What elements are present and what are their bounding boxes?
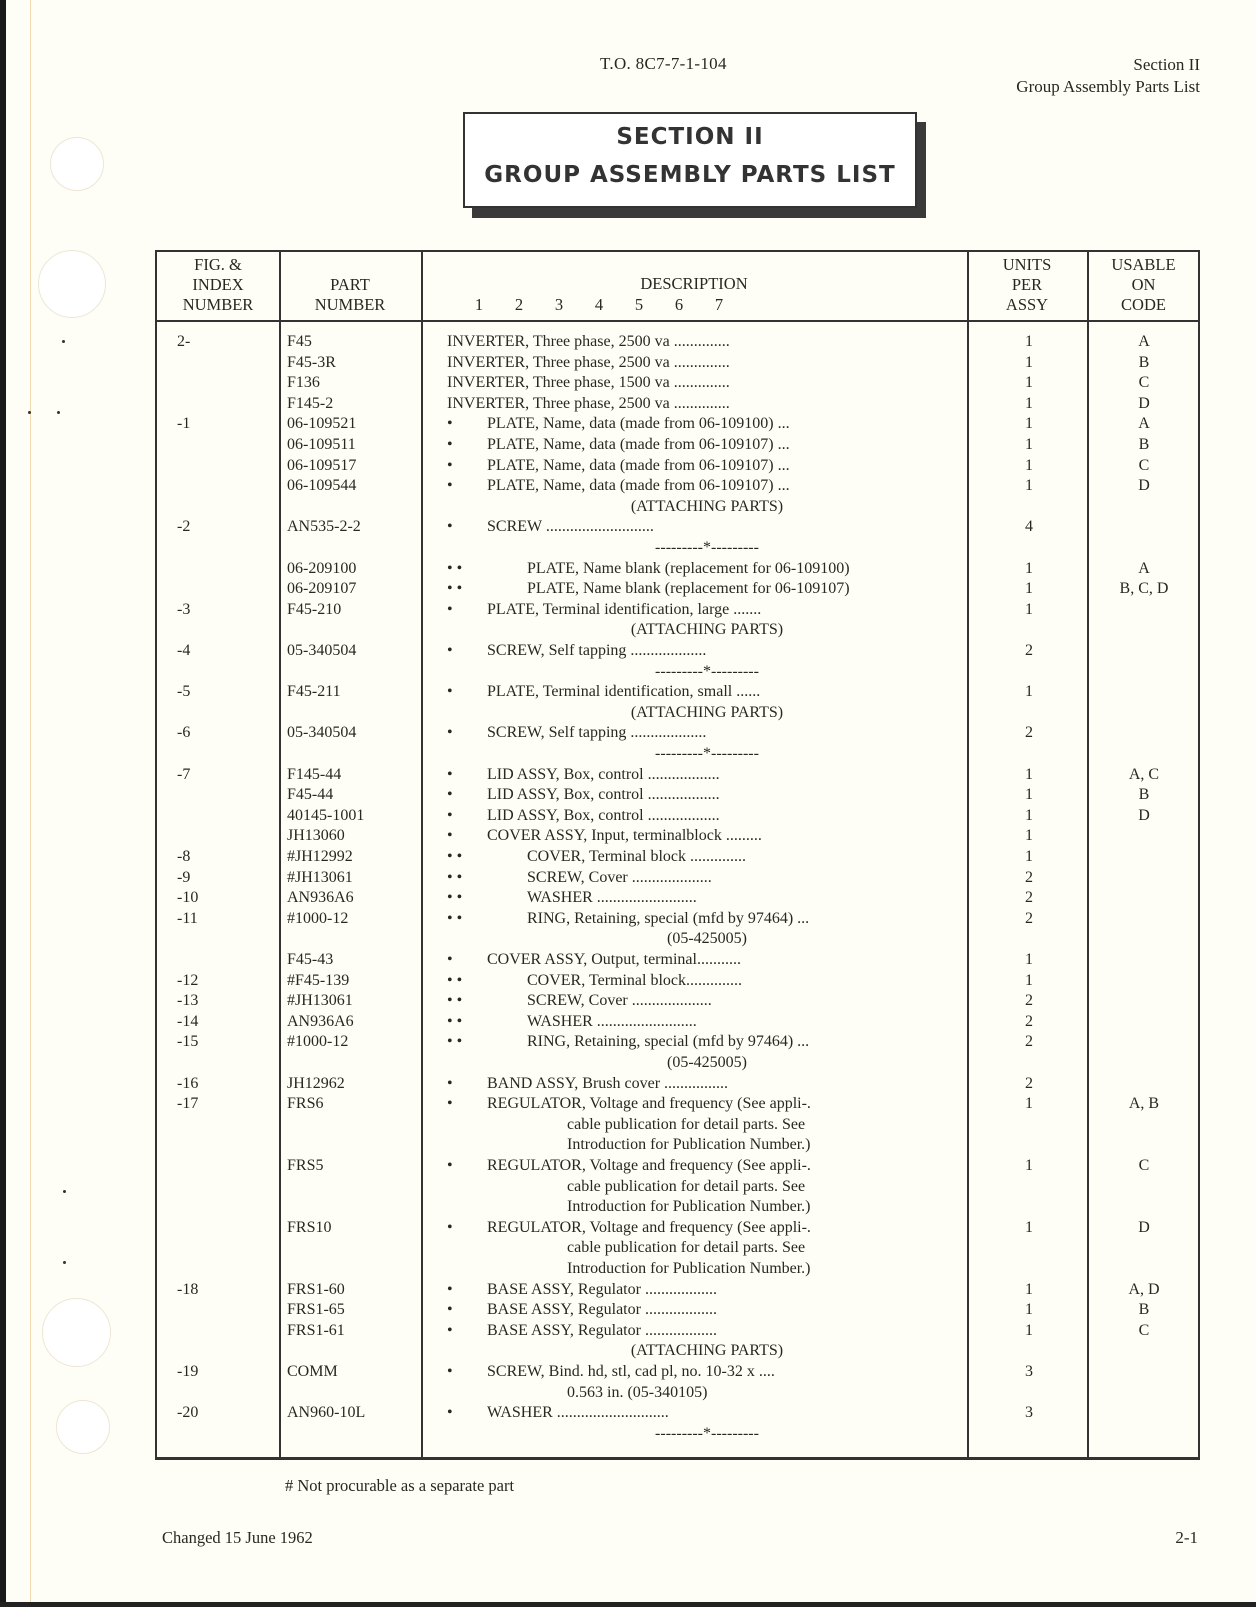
part-number: #1000-12 xyxy=(287,1033,349,1051)
indent-dot-icon: • xyxy=(447,477,453,495)
description-text: BASE ASSY, Regulator .................. xyxy=(487,1301,717,1319)
indent-dot-icon: • • xyxy=(447,971,463,989)
table-row xyxy=(157,538,1202,559)
usable-on-code: D xyxy=(1138,806,1150,824)
table-row xyxy=(157,620,1202,641)
table-row xyxy=(157,1135,1202,1156)
usable-on-code: D xyxy=(1138,477,1150,495)
indent-dot-icon: • xyxy=(447,827,453,845)
index-number: -4 xyxy=(177,642,191,659)
units-per-assy: 1 xyxy=(1025,477,1033,495)
usable-on-code: B, C, D xyxy=(1119,580,1169,598)
indent-dot-icon: • xyxy=(447,518,453,536)
part-number: JH12962 xyxy=(287,1074,345,1092)
usable-on-code: A xyxy=(1138,333,1150,350)
table-row xyxy=(157,1280,1202,1301)
description-text: cable publication for detail parts. See xyxy=(567,1177,806,1195)
parts-table xyxy=(155,250,1200,1460)
table-row xyxy=(157,373,1202,394)
description-text: BAND ASSY, Brush cover ................ xyxy=(487,1074,729,1092)
index-number: -15 xyxy=(177,1033,199,1051)
index-number: -19 xyxy=(177,1363,199,1380)
indent-level-scale: 1 2 3 4 5 6 7 xyxy=(474,295,724,314)
description-text: SCREW, Bind. hd, stl, cad pl, no. 10-32 x .... xyxy=(487,1363,775,1380)
units-per-assy: 1 xyxy=(1025,951,1033,968)
usable-on-code: D xyxy=(1138,1218,1150,1236)
index-number: -2 xyxy=(177,518,191,536)
units-per-assy: 2 xyxy=(1025,889,1033,907)
part-number: #JH12992 xyxy=(287,848,353,865)
part-number: 05-340504 xyxy=(287,642,357,659)
indent-dot-icon: • xyxy=(447,724,453,742)
description-text: COVER ASSY, Input, terminalblock ......... xyxy=(487,827,762,845)
part-number: F145-44 xyxy=(287,765,342,783)
description-text: RING, Retaining, special (mfd by 97464) ... xyxy=(527,909,810,927)
description-note: ---------*--------- xyxy=(655,1424,759,1442)
table-row xyxy=(157,1341,1202,1362)
punch-hole xyxy=(42,1298,111,1367)
indent-dot-icon: • xyxy=(447,456,453,474)
description-text: COVER ASSY, Output, terminal........... xyxy=(487,951,741,968)
speck xyxy=(62,340,65,343)
part-number: FRS5 xyxy=(287,1157,324,1174)
speck xyxy=(63,1190,66,1193)
scan-edge xyxy=(0,0,6,1607)
table-row xyxy=(157,1177,1202,1198)
description-text: PLATE, Name, data (made from 06-109100) ... xyxy=(487,415,790,433)
part-number: AN960-10L xyxy=(287,1404,366,1422)
indent-dot-icon: • • xyxy=(447,909,463,927)
table-row xyxy=(157,826,1202,847)
indent-dot-icon: • • xyxy=(447,889,463,907)
part-number: FRS6 xyxy=(287,1095,324,1113)
usable-on-code: B xyxy=(1138,353,1150,371)
table-row xyxy=(157,991,1202,1012)
units-per-assy: 1 xyxy=(1025,580,1033,598)
indent-dot-icon: • xyxy=(447,415,453,433)
indent-dot-icon: • • xyxy=(447,992,463,1010)
table-row xyxy=(157,662,1202,683)
units-per-assy: 1 xyxy=(1025,1280,1033,1298)
units-per-assy: 1 xyxy=(1025,333,1033,350)
units-per-assy: 1 xyxy=(1025,806,1033,824)
table-row xyxy=(157,806,1202,827)
section-subheading: GROUP ASSEMBLY PARTS LIST xyxy=(484,162,896,188)
description-text: REGULATOR, Voltage and frequency (See appli-. xyxy=(487,1218,811,1236)
description-note: ---------*--------- xyxy=(655,662,759,680)
description-text: REGULATOR, Voltage and frequency (See appli-. xyxy=(487,1157,811,1174)
indent-dot-icon: • xyxy=(447,806,453,824)
description-text: LID ASSY, Box, control .................. xyxy=(487,806,720,824)
index-number: 2- xyxy=(177,333,191,350)
section-title-box xyxy=(463,112,917,208)
table-row xyxy=(157,1032,1202,1053)
part-number: F45-44 xyxy=(287,786,334,804)
part-number: F45-211 xyxy=(287,683,341,701)
description-text: INVERTER, Three phase, 2500 va .............. xyxy=(447,353,730,371)
description-text: Introduction for Publication Number.) xyxy=(567,1260,811,1277)
section-heading: SECTION II xyxy=(616,124,764,150)
description-text: Introduction for Publication Number.) xyxy=(567,1136,811,1154)
index-number: -9 xyxy=(177,868,191,886)
header-part-number: PART NUMBER xyxy=(314,275,386,314)
units-per-assy: 1 xyxy=(1025,436,1033,453)
description-text: RING, Retaining, special (mfd by 97464) ... xyxy=(527,1033,810,1051)
usable-on-code: C xyxy=(1138,1321,1150,1339)
table-row xyxy=(157,600,1202,621)
part-number: F145-2 xyxy=(287,394,334,412)
part-number: F45-3R xyxy=(287,353,336,371)
table-row xyxy=(157,641,1202,662)
table-row xyxy=(157,847,1202,868)
table-row xyxy=(157,435,1202,456)
description-text: BASE ASSY, Regulator .................. xyxy=(487,1321,717,1339)
part-number: #F45-139 xyxy=(287,971,350,989)
description-text: PLATE, Name, data (made from 06-109107) ... xyxy=(487,456,790,474)
part-number: 06-109544 xyxy=(287,477,357,495)
units-per-assy: 1 xyxy=(1025,827,1033,845)
usable-on-code: A, C xyxy=(1128,765,1160,783)
units-per-assy: 4 xyxy=(1025,518,1033,536)
part-number: F45 xyxy=(287,333,312,350)
units-per-assy: 3 xyxy=(1025,1404,1033,1422)
part-number: 40145-1001 xyxy=(287,806,365,824)
part-number: FRS1-65 xyxy=(287,1301,345,1319)
description-text: LID ASSY, Box, control .................. xyxy=(487,765,720,783)
description-text: 0.563 in. (05-340105) xyxy=(567,1383,708,1401)
table-row xyxy=(157,353,1202,374)
units-per-assy: 2 xyxy=(1025,642,1033,659)
part-number: F45-43 xyxy=(287,951,334,968)
index-number: -3 xyxy=(177,600,191,618)
index-number: -8 xyxy=(177,848,191,865)
usable-on-code: C xyxy=(1138,1157,1150,1174)
part-number: AN936A6 xyxy=(287,1012,354,1030)
indent-dot-icon: • xyxy=(447,765,453,783)
part-number: 06-209107 xyxy=(287,580,357,598)
indent-dot-icon: • • xyxy=(447,1033,463,1051)
units-per-assy: 1 xyxy=(1025,1321,1033,1339)
units-per-assy: 2 xyxy=(1025,724,1033,742)
part-number: 06-209100 xyxy=(287,559,357,577)
technical-order-number: T.O. 8C7-7-1-104 xyxy=(600,54,727,73)
units-per-assy: 1 xyxy=(1025,683,1033,701)
index-number: -6 xyxy=(177,724,191,742)
index-number: -1 xyxy=(177,415,191,433)
description-text: PLATE, Name blank (replacement for 06-109100) xyxy=(527,559,850,577)
indent-dot-icon: • xyxy=(447,642,453,659)
description-text: SCREW, Cover .................... xyxy=(527,868,712,886)
table-row xyxy=(157,888,1202,909)
margin-line xyxy=(30,0,31,1607)
table-row xyxy=(157,1321,1202,1342)
description-note: (ATTACHING PARTS) xyxy=(630,621,784,639)
table-row xyxy=(157,1156,1202,1177)
indent-dot-icon: • xyxy=(447,1157,453,1174)
table-row xyxy=(157,1012,1202,1033)
table-row xyxy=(157,1300,1202,1321)
table-row xyxy=(157,950,1202,971)
table-row xyxy=(157,1053,1202,1074)
indent-dot-icon: • xyxy=(447,786,453,804)
table-row xyxy=(157,1197,1202,1218)
description-text: PLATE, Terminal identification, small ...... xyxy=(487,683,761,701)
usable-on-code: A, B xyxy=(1128,1095,1160,1113)
table-row xyxy=(157,1218,1202,1239)
usable-on-code: C xyxy=(1138,374,1150,392)
header-usable-on-code: USABLE ON CODE xyxy=(1111,255,1176,314)
indent-dot-icon: • xyxy=(447,600,453,618)
units-per-assy: 3 xyxy=(1025,1363,1033,1380)
description-text: cable publication for detail parts. See xyxy=(567,1115,806,1133)
part-number: 05-340504 xyxy=(287,724,357,742)
description-text: INVERTER, Three phase, 1500 va .............. xyxy=(447,374,730,392)
index-number: -20 xyxy=(177,1404,199,1422)
table-row xyxy=(157,476,1202,497)
index-number: -11 xyxy=(177,909,198,927)
table-row xyxy=(157,1094,1202,1115)
table-row xyxy=(157,868,1202,889)
table-row xyxy=(157,1238,1202,1259)
indent-dot-icon: • xyxy=(447,1218,453,1236)
units-per-assy: 1 xyxy=(1025,394,1033,412)
description-text: PLATE, Name, data (made from 06-109107) ... xyxy=(487,477,790,495)
units-per-assy: 2 xyxy=(1025,1033,1033,1051)
punch-hole xyxy=(50,137,104,191)
description-text: REGULATOR, Voltage and frequency (See appli-. xyxy=(487,1095,811,1113)
table-row xyxy=(157,1383,1202,1404)
index-number: -5 xyxy=(177,683,191,701)
units-per-assy: 1 xyxy=(1025,353,1033,371)
description-text: INVERTER, Three phase, 2500 va .............. xyxy=(447,333,730,350)
section-label: Section II xyxy=(1133,55,1200,74)
part-number: JH13060 xyxy=(287,827,345,845)
units-per-assy: 2 xyxy=(1025,868,1033,886)
indent-dot-icon: • xyxy=(447,1301,453,1319)
description-note: (ATTACHING PARTS) xyxy=(630,497,784,515)
description-text: SCREW, Cover .................... xyxy=(527,992,712,1010)
usable-on-code: A xyxy=(1138,559,1150,577)
indent-dot-icon: • • xyxy=(447,559,463,577)
scan-edge-bottom xyxy=(0,1602,1256,1607)
table-row xyxy=(157,394,1202,415)
header-units-per-assy: UNITS PER ASSY xyxy=(1002,255,1052,314)
description-text: PLATE, Name blank (replacement for 06-109107) xyxy=(527,580,850,598)
part-number: 06-109511 xyxy=(287,436,356,453)
index-number: -16 xyxy=(177,1074,199,1092)
units-per-assy: 2 xyxy=(1025,909,1033,927)
part-number: FRS10 xyxy=(287,1218,332,1236)
description-note: (ATTACHING PARTS) xyxy=(630,1342,784,1360)
usable-on-code: A, D xyxy=(1128,1280,1160,1298)
description-text: PLATE, Name, data (made from 06-109107) ... xyxy=(487,436,790,453)
indent-dot-icon: • • xyxy=(447,580,463,598)
indent-dot-icon: • xyxy=(447,1095,453,1113)
usable-on-code: B xyxy=(1138,1301,1150,1319)
indent-dot-icon: • xyxy=(447,1404,453,1422)
units-per-assy: 1 xyxy=(1025,415,1033,433)
description-text: WASHER ......................... xyxy=(527,1012,697,1030)
units-per-assy: 1 xyxy=(1025,848,1033,865)
description-note: ---------*--------- xyxy=(655,539,759,556)
part-number: COMM xyxy=(287,1363,338,1380)
usable-on-code: B xyxy=(1138,436,1150,453)
table-row xyxy=(157,1115,1202,1136)
table-row xyxy=(157,497,1202,518)
description-text: INVERTER, Three phase, 2500 va .............. xyxy=(447,394,730,412)
description-text: SCREW, Self tapping ................... xyxy=(487,642,707,659)
index-number: -18 xyxy=(177,1280,199,1298)
indent-dot-icon: • xyxy=(447,951,453,968)
table-row xyxy=(157,703,1202,724)
units-per-assy: 1 xyxy=(1025,765,1033,783)
footnote: # Not procurable as a separate part xyxy=(285,1476,515,1495)
table-row xyxy=(157,744,1202,765)
description-note: ---------*--------- xyxy=(655,745,759,762)
speck xyxy=(57,411,60,414)
table-row xyxy=(157,765,1202,786)
speck xyxy=(63,1261,66,1264)
part-number: F136 xyxy=(287,374,320,392)
running-header xyxy=(1016,54,1200,98)
part-number: FRS1-61 xyxy=(287,1321,345,1339)
table-row xyxy=(157,456,1202,477)
table-row xyxy=(157,1424,1202,1445)
table-row xyxy=(157,332,1202,353)
usable-on-code: C xyxy=(1138,456,1150,474)
usable-on-code: D xyxy=(1138,394,1150,412)
description-text: WASHER ............................ xyxy=(487,1404,669,1422)
units-per-assy: 1 xyxy=(1025,971,1033,989)
table-row xyxy=(157,414,1202,435)
description-note: (05-425005) xyxy=(667,1054,747,1071)
indent-dot-icon: • xyxy=(447,436,453,453)
indent-dot-icon: • xyxy=(447,1321,453,1339)
units-per-assy: 1 xyxy=(1025,786,1033,804)
description-text: cable publication for detail parts. See xyxy=(567,1239,806,1257)
units-per-assy: 2 xyxy=(1025,1074,1033,1092)
usable-on-code: A xyxy=(1138,415,1150,433)
indent-dot-icon: • xyxy=(447,683,453,701)
description-text: BASE ASSY, Regulator .................. xyxy=(487,1280,717,1298)
indent-dot-icon: • xyxy=(447,1363,453,1380)
description-text: LID ASSY, Box, control .................. xyxy=(487,786,720,804)
description-text: COVER, Terminal block .............. xyxy=(527,848,747,865)
table-row xyxy=(157,682,1202,703)
description-text: COVER, Terminal block.............. xyxy=(527,971,743,989)
table-row xyxy=(157,1403,1202,1424)
units-per-assy: 1 xyxy=(1025,1218,1033,1236)
indent-dot-icon: • • xyxy=(447,1012,463,1030)
indent-dot-icon: • • xyxy=(447,848,463,865)
punch-hole xyxy=(38,250,106,318)
speck xyxy=(28,411,31,414)
units-per-assy: 1 xyxy=(1025,1095,1033,1113)
part-number: AN936A6 xyxy=(287,889,354,907)
header-index: FIG. & INDEX NUMBER xyxy=(182,255,254,314)
table-row xyxy=(157,1259,1202,1280)
description-text: Introduction for Publication Number.) xyxy=(567,1198,811,1216)
units-per-assy: 1 xyxy=(1025,1157,1033,1174)
index-number: -17 xyxy=(177,1095,199,1113)
indent-dot-icon: • xyxy=(447,1074,453,1092)
part-number: F45-210 xyxy=(287,600,342,618)
table-row xyxy=(157,517,1202,538)
units-per-assy: 1 xyxy=(1025,374,1033,392)
header-divider xyxy=(157,320,1198,322)
part-number: AN535-2-2 xyxy=(287,518,361,536)
description-text: WASHER ......................... xyxy=(527,889,697,907)
description-note: (05-425005) xyxy=(667,930,747,948)
table-row xyxy=(157,579,1202,600)
index-number: -7 xyxy=(177,765,191,783)
index-number: -13 xyxy=(177,992,199,1010)
indent-dot-icon: • xyxy=(447,1280,453,1298)
units-per-assy: 2 xyxy=(1025,992,1033,1010)
description-text: SCREW, Self tapping ................... xyxy=(487,724,707,742)
index-number: -14 xyxy=(177,1012,199,1030)
table-row xyxy=(157,785,1202,806)
part-number: #JH13061 xyxy=(287,868,353,886)
units-per-assy: 1 xyxy=(1025,456,1033,474)
part-number: #JH13061 xyxy=(287,992,353,1010)
page-number: 2-1 xyxy=(1175,1528,1198,1547)
part-number: #1000-12 xyxy=(287,909,349,927)
header-description: DESCRIPTION 1 2 3 4 5 6 7 xyxy=(421,252,967,320)
description-note: (ATTACHING PARTS) xyxy=(630,703,784,721)
units-per-assy: 1 xyxy=(1025,600,1033,618)
index-number: -10 xyxy=(177,889,199,907)
index-number: -12 xyxy=(177,971,199,989)
table-row xyxy=(157,559,1202,580)
part-number: FRS1-60 xyxy=(287,1280,345,1298)
section-title: Group Assembly Parts List xyxy=(1016,77,1200,96)
table-row xyxy=(157,1362,1202,1383)
units-per-assy: 1 xyxy=(1025,1301,1033,1319)
units-per-assy: 2 xyxy=(1025,1012,1033,1030)
usable-on-code: B xyxy=(1138,786,1150,804)
punch-hole xyxy=(56,1400,110,1454)
indent-dot-icon: • • xyxy=(447,868,463,886)
table-row xyxy=(157,723,1202,744)
description-text: SCREW ........................... xyxy=(487,518,654,536)
part-number: 06-109517 xyxy=(287,456,357,474)
table-row xyxy=(157,1074,1202,1095)
table-row xyxy=(157,971,1202,992)
description-text: PLATE, Terminal identification, large ....... xyxy=(487,600,762,618)
change-date: Changed 15 June 1962 xyxy=(162,1528,313,1547)
table-row xyxy=(157,929,1202,950)
units-per-assy: 1 xyxy=(1025,559,1033,577)
table-row xyxy=(157,909,1202,930)
part-number: 06-109521 xyxy=(287,415,357,433)
